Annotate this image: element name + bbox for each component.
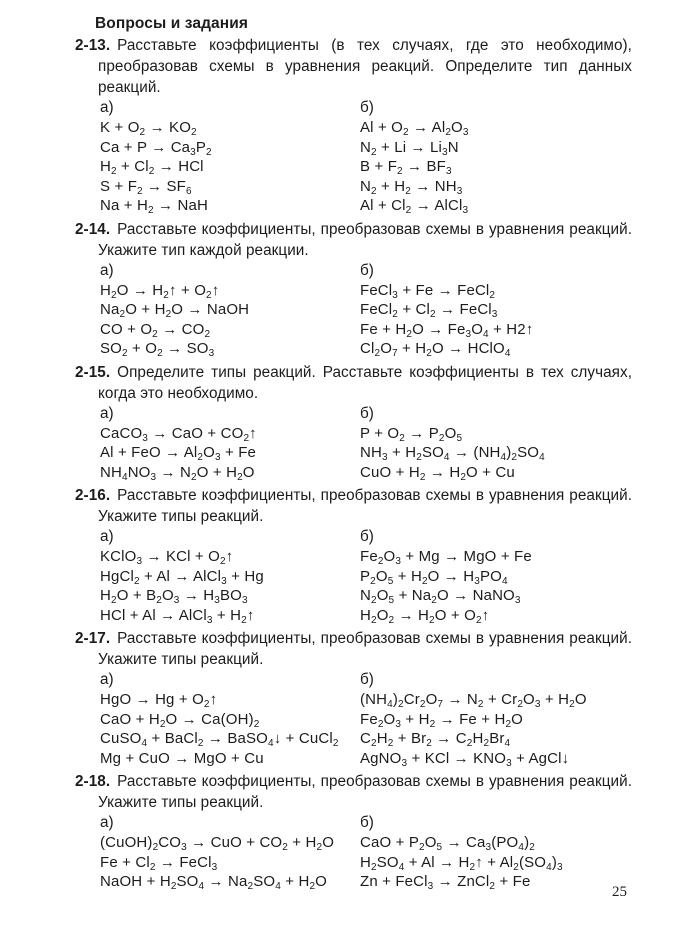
column-label-a: а)	[100, 261, 114, 279]
equation: FeCl$_2$ + $Cl_2$ → FeCl$_3$	[360, 301, 498, 320]
problem-text: Определите типы реакций. Расставьте коэффициенты в тех случаях, когда это необходимо.	[98, 363, 632, 402]
equation: $H_2O$ → $H_2↑$ + $O_2↑$	[100, 281, 220, 301]
equation: $Fe + H_2O \to Fe_3O_4$ + H2↑	[360, 320, 534, 340]
equation: CaCO$_3$ → CaO + $CO_2↑$	[100, 424, 257, 444]
equation: $Fe + Cl_2$ → FeCl$_3$	[100, 853, 218, 873]
page-content	[75, 0, 632, 892]
equation: CuSO$_4$ + BaCl$_2$ → BaSO$_4$↓ + CuCl$_2$	[100, 730, 339, 749]
equation: $H_2SO_4 + Al$ → $H_2↑ + Al_2(SO_4)_3$	[360, 853, 563, 873]
column-label-b: б)	[360, 261, 374, 279]
equation: $P_2O_5 + H_2O \to H_3PO_4$	[360, 567, 508, 587]
equation: $N_2 + Li \to Li_3N$	[360, 138, 459, 158]
problem-number: 2-15.	[75, 363, 111, 381]
page-number: 25	[612, 884, 627, 900]
equation: HCl + Al → AlCl$_3$ + $H_2↑$	[100, 606, 255, 626]
equation: $Fe_2O_3 + Mg$ → MgO + Fe	[360, 548, 532, 567]
equation: KClO$_3$ → KCl + $O_2↑$	[100, 548, 234, 567]
equation: $NH_3 + H_2SO_4 \to (NH_4)_2SO_4$	[360, 444, 545, 463]
equation: CO + $O_2 \to CO_2$	[100, 320, 211, 340]
equation: HgCl$_2$ + Al → AlCl$_3$ + Hg	[100, 567, 264, 587]
equation: $K + O_2 \to KO_2$	[100, 119, 197, 138]
column-a	[75, 261, 360, 359]
column-a	[75, 527, 360, 625]
equation: NaOH + $H_2SO_4 \to Na_2SO_4 + H_2O$	[100, 873, 327, 892]
column-label-a: а)	[100, 671, 114, 688]
equation: $Na_2O + H_2O$ → NaOH	[100, 301, 250, 320]
equation: $(NH_4)_2Cr_2O_7 \to N_2 + Cr_2O_3 + H_2O$	[360, 691, 587, 710]
column-a	[75, 670, 360, 768]
column-label-a: а)	[100, 404, 114, 422]
equation: $(CuOH)_2CO_3$ → CuO + $CO_2 + H_2O$	[100, 834, 335, 853]
equation: Zn + FeCl$_3$ → ZnCl$_2$ + Fe	[360, 873, 531, 892]
equation: $Ca + P \to Ca_3P_2$	[100, 138, 212, 158]
column-a	[75, 98, 360, 216]
equation: $N_2 + H_2 \to NH_3$	[360, 177, 463, 197]
equation: $H_2 + Cl_2$ → HCl	[100, 158, 204, 177]
problem-number: 2-14.	[75, 220, 111, 238]
column-b	[360, 670, 632, 768]
problem-section-2-15	[75, 362, 632, 483]
equation: $B + F_2 \to BF_3$	[360, 158, 452, 177]
equation: $S + F_2 \to SF_6$	[100, 177, 192, 197]
equation: Mg + CuO → MgO + Cu	[100, 749, 264, 767]
problem-section-2-16	[75, 485, 632, 625]
equation: $NH_4NO_3 \to N_2O + H_2O$	[100, 463, 255, 483]
equation: AgNO$_3$ + KCl → $KNO_3$ + AgCl↓	[360, 749, 570, 769]
problem-number: 2-16.	[75, 487, 111, 504]
equation: CuO + $H_2 \to H_2O + Cu$	[360, 463, 515, 483]
problem-prompt	[75, 35, 632, 98]
column-label-b: б)	[360, 528, 374, 545]
column-b	[360, 98, 632, 216]
problem-prompt	[75, 362, 632, 404]
problem-number: 2-18.	[75, 773, 111, 790]
equation: $P + O_2 \to P_2O_5$	[360, 424, 463, 444]
column-label-a: а)	[100, 814, 114, 831]
problem-prompt	[75, 485, 632, 527]
column-label-b: б)	[360, 99, 374, 116]
problem-text: Расставьте коэффициенты, преобразовав схемы в уравнения реакций. Укажите типы реакций.	[98, 487, 632, 525]
column-label-b: б)	[360, 404, 374, 422]
column-b	[360, 527, 632, 625]
equation: $H_2O_2 \to H_2O$ + $O_2↑$	[360, 606, 490, 626]
problem-text: Расставьте коэффициенты, преобразовав схемы в уравнения реакций. Укажите типы реакций.	[98, 630, 632, 668]
equation: $N_2O_5 + Na_2O$ → NaNO$_3$	[360, 587, 521, 606]
equation: CaO + $H_2O \to Ca(OH)_2$	[100, 710, 260, 730]
column-label-b: б)	[360, 671, 374, 688]
column-label-a: а)	[100, 99, 114, 116]
problem-prompt	[75, 771, 632, 813]
problem-prompt	[75, 628, 632, 670]
equation: Al + FeO → $Al_2O_3 + Fe$	[100, 444, 257, 463]
equation: $Na + H_2$ → NaH	[100, 197, 208, 216]
problem-section-2-18	[75, 771, 632, 892]
equation: HgO → $Hg + O_2↑$	[100, 691, 218, 710]
problem-prompt	[75, 219, 632, 261]
page-title: Вопросы и задания	[95, 15, 248, 32]
problem-section-2-14	[75, 219, 632, 359]
column-b	[360, 261, 632, 359]
equation: $Al + O_2 \to Al_2O_3$	[360, 119, 469, 138]
equation: FeCl$_3$ + Fe → FeCl$_2$	[360, 281, 496, 301]
equation: $C_2H_2 + Br_2 \to C_2H_2Br_4$	[360, 730, 511, 749]
problem-number: 2-17.	[75, 630, 111, 647]
column-a	[75, 813, 360, 892]
equation: $SO_2 + O_2 \to SO_3$	[100, 340, 215, 359]
equation: CaO + $P_2O_5 \to Ca_3(PO_4)_2$	[360, 834, 535, 853]
equation: $H_2O + B_2O_3 \to H_3BO_3$	[100, 587, 248, 606]
problem-text: Расставьте коэффициенты, преобразовав схемы в уравнения реакций. Укажите типы реакций.	[98, 773, 632, 811]
column-b	[360, 404, 632, 483]
column-label-a: а)	[100, 528, 114, 545]
column-a	[75, 404, 360, 483]
equation: $Al + Cl_2$ → AlCl$_3$	[360, 197, 469, 216]
problem-text: Расставьте коэффициенты, преобразовав схемы в уравнения реакций. Укажите тип каждой реакции.	[98, 220, 632, 259]
equation: $Fe_2O_3 + H_2 \to Fe + H_2O$	[360, 710, 523, 730]
column-b	[360, 813, 632, 892]
problem-section-2-17	[75, 628, 632, 768]
problem-number: 2-13.	[75, 37, 111, 54]
problem-section-2-13	[75, 35, 632, 216]
problem-text: Расставьте коэффициенты (в тех случаях, где это необходимо), преобразовав схемы в уравнения реакций. Определите тип данных реакций.	[98, 37, 632, 96]
column-label-b: б)	[360, 814, 374, 831]
equation: $Cl_2O_7 + H_2O$ → HClO$_4$	[360, 340, 511, 359]
